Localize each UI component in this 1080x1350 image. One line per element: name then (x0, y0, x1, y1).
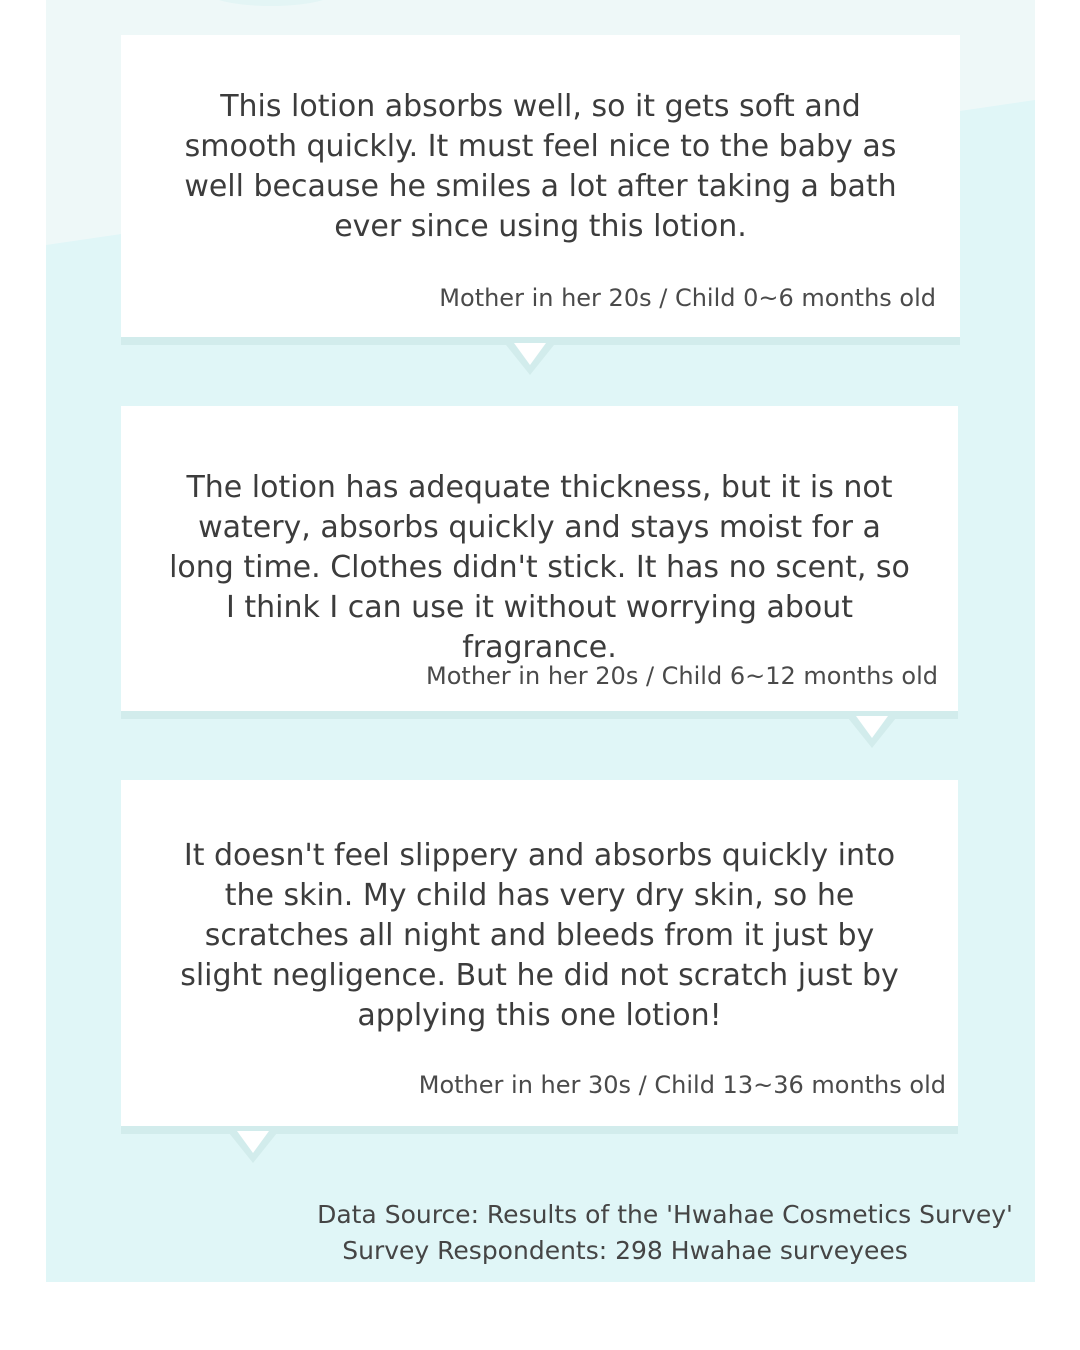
review-tail-3 (229, 1133, 277, 1163)
review-card-1 (121, 35, 960, 337)
respondents-text: Survey Respondents: 298 Hwahae surveyees (342, 1236, 908, 1265)
review-author-1: Mother in her 20s / Child 0~6 months old (439, 284, 936, 312)
review-card-2 (121, 406, 958, 711)
survey-source (270, 1197, 1060, 1269)
review-quote-3: It doesn't feel slippery and absorbs quickly into the skin. My child has very dry skin, so he scratches all night and bleeds from it just by slight negligence. But he did not scratch just by applying this one lotion! (180, 838, 899, 1033)
review-author-3: Mother in her 30s / Child 13~36 months old (418, 1071, 946, 1099)
review-quote-1: This lotion absorbs well, so it gets soft and smooth quickly. It must feel nice to the baby as well because he smiles a lot after taking a bath ever since using this lotion. (184, 89, 897, 244)
review-card-3 (121, 780, 958, 1126)
review-tail-1 (506, 345, 554, 375)
data-source-text: Data Source: Results of the 'Hwahae Cosmetics Survey' (317, 1200, 1013, 1229)
review-tail-2 (848, 718, 896, 748)
review-author-2: Mother in her 20s / Child 6~12 months old (426, 662, 938, 690)
review-quote-2: The lotion has adequate thickness, but it is not watery, absorbs quickly and stays moist for a long time. Clothes didn't stick. It has no scent, so I think I can use it without worrying about fragrance. (169, 470, 910, 665)
